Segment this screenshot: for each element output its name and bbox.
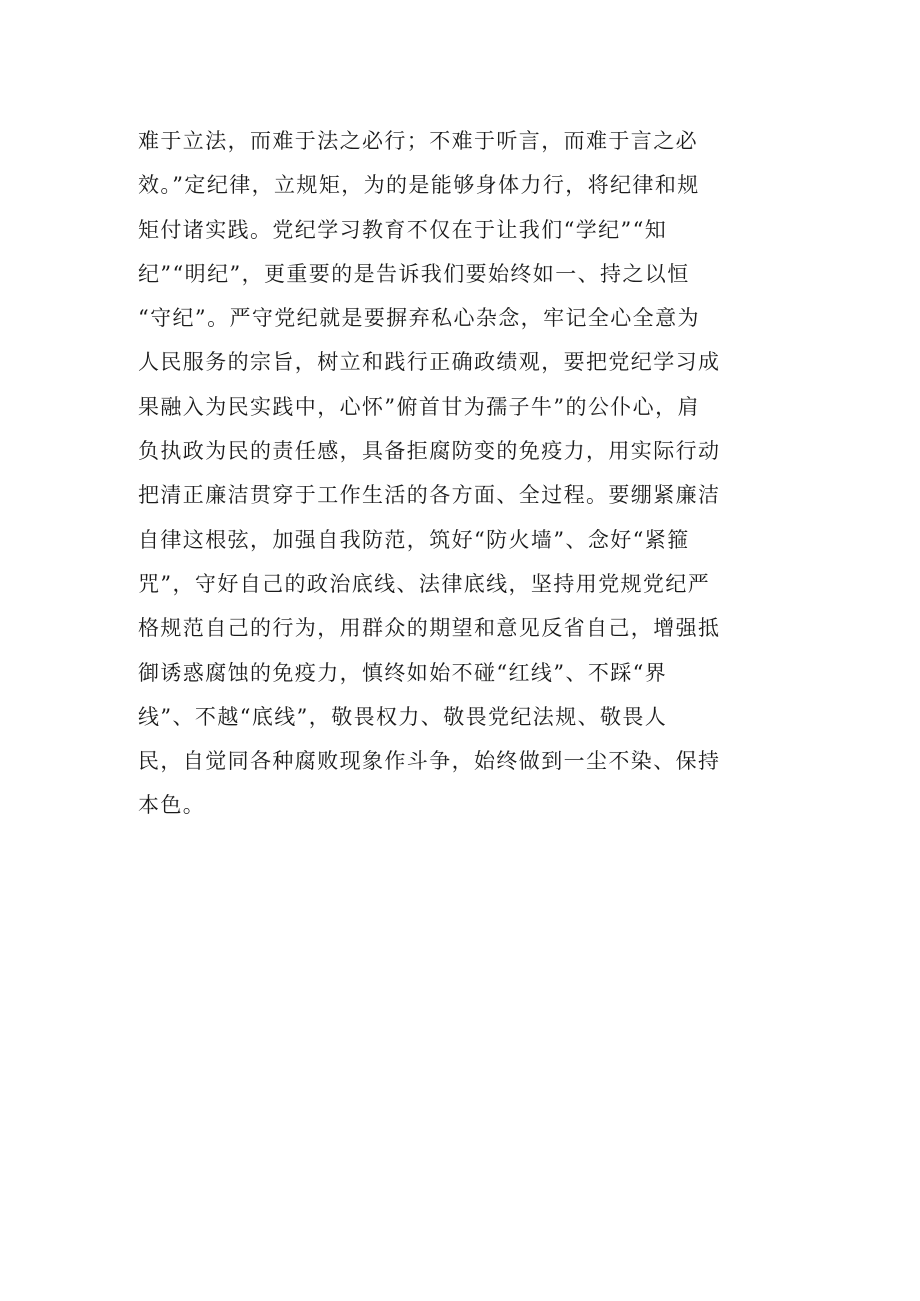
body-paragraph xyxy=(138,119,748,828)
text-line: 人民服务的宗旨，树立和践行正确政绩观，要把党纪学习成 xyxy=(138,350,721,375)
text-line: 自律这根弦，加强自我防范，筑好“防火墙”、念好“紧箍 xyxy=(138,527,690,552)
text-line: 负执政为民的责任感，具备拒腐防变的免疫力，用实际行动 xyxy=(138,439,721,464)
text-line: 矩付诸实践。党纪学习教育不仅在于让我们“学纪”“知 xyxy=(138,217,668,242)
text-line: “守纪”。严守党纪就是要摒弃私心杂念，牢记全心全意为 xyxy=(138,306,700,331)
text-line: 把清正廉洁贯穿于工作生活的各方面、全过程。要绷紧廉洁 xyxy=(138,483,721,508)
text-line: 御诱惑腐蚀的免疫力，慎终如始不碰“红线”、不踩“界 xyxy=(138,660,668,685)
text-line: 难于立法，而难于法之必行；不难于听言，而难于言之必 xyxy=(138,129,698,153)
text-line: 纪”“明纪”，更重要的是告诉我们要始终如一、持之以恒 xyxy=(138,261,690,286)
text-line: 效。”定纪律，立规矩，为的是能够身体力行，将纪律和规 xyxy=(138,173,700,198)
text-line: 线”、不越“底线”，敬畏权力、敬畏党纪法规、敬畏人 xyxy=(138,704,668,729)
text-line: 果融入为民实践中，心怀”俯首甘为孺子牛”的公仆心，肩 xyxy=(138,394,700,419)
text-line: 本色。 xyxy=(138,793,206,818)
text-line: 民，自觉同各种腐败现象作斗争，始终做到一尘不染、保持 xyxy=(138,749,721,774)
text-line: 咒”，守好自己的政治底线、法律底线，坚持用党规党纪严 xyxy=(138,571,711,596)
text-line: 格规范自己的行为，用群众的期望和意见反省自己，增强抵 xyxy=(138,616,721,641)
